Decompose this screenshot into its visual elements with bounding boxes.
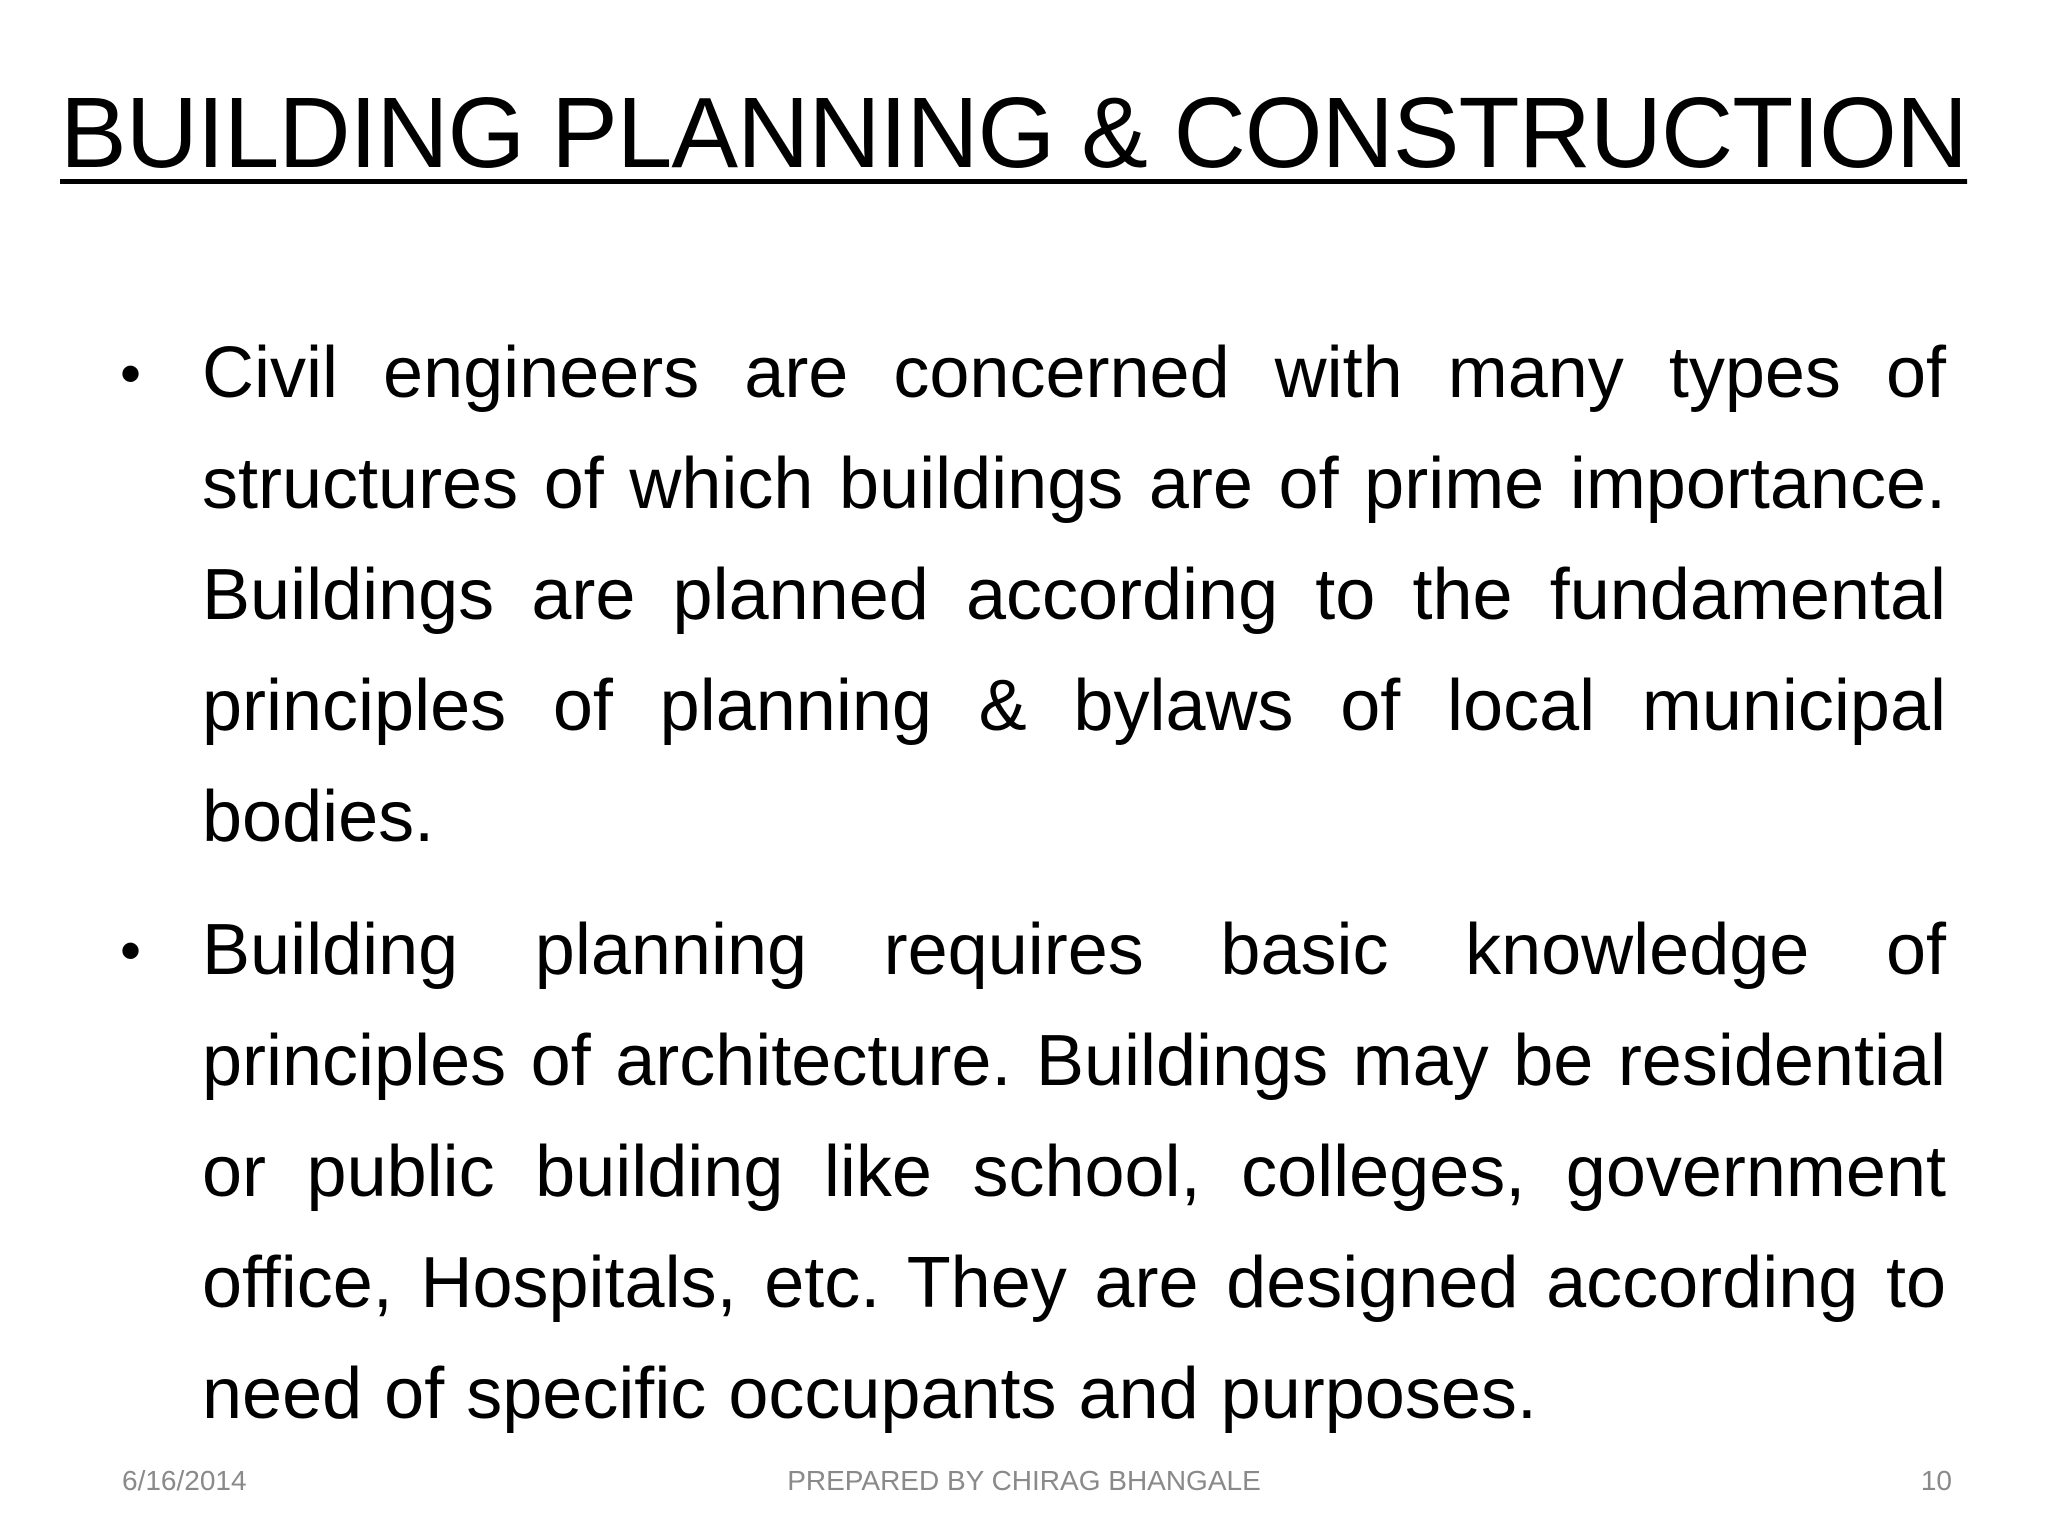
bullet-list: [120, 318, 1946, 1472]
bullet-dot-icon: •: [120, 340, 142, 407]
bullet-text: Building planning requires basic knowledge of principles of architecture. Buildings may be residential or public building like school, colleges, government office, Hospitals, etc. They are designed according to need of specific occupants and purposes.: [202, 910, 1946, 1434]
bullet-dot-icon: •: [120, 917, 142, 984]
footer-page-number: 10: [1920, 1465, 1952, 1496]
footer-author: PREPARED BY CHIRAG BHANGALE: [787, 1465, 1261, 1496]
slide-title: BUILDING PLANNING & CONSTRUCTION: [60, 77, 1968, 189]
bullet-item: [120, 895, 1946, 1450]
bullet-text: Civil engineers are concerned with many types of structures of which buildings are of prime importance. Buildings are planned according to the fundamental principles of planning & bylaws of local municipal bodies.: [202, 333, 1946, 857]
footer-date: 6/16/2014: [122, 1465, 247, 1496]
bullet-item: [120, 318, 1946, 873]
